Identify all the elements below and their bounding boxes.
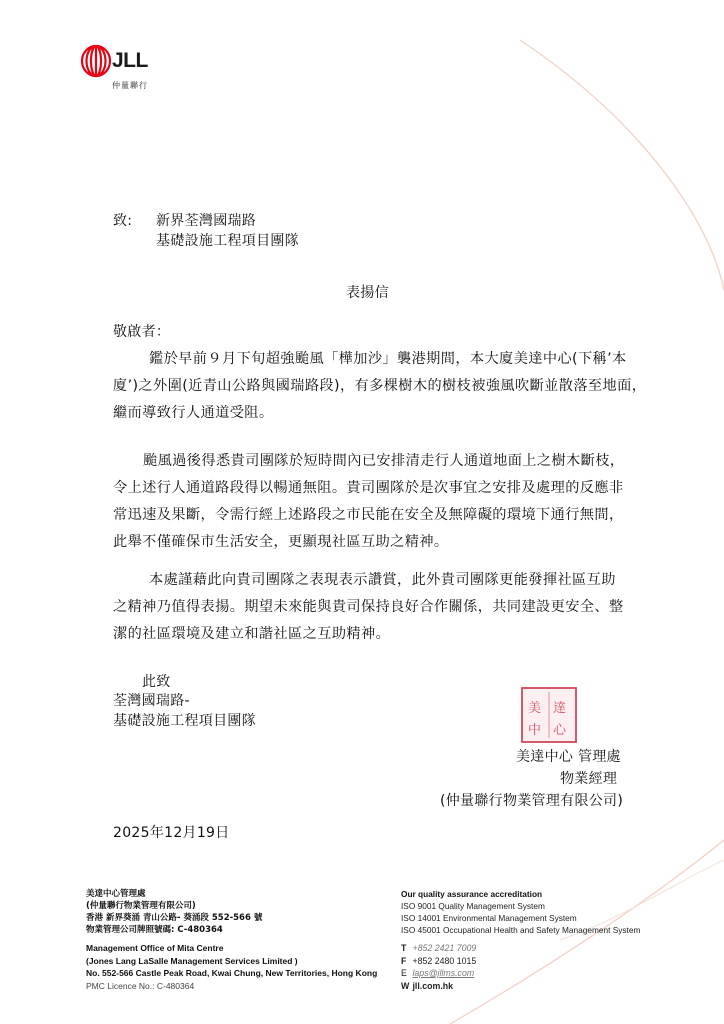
paragraph-line: 鑑於早前９月下旬超強颱風「樺加沙」襲港期間，本大廈美達中心(下稱’本 (149, 351, 627, 367)
email-label: E (401, 968, 407, 978)
paragraph-line: 廈’)之外圍(近青山公路與國瑞路段)，有多棵樹木的樹枝被強風吹斷並散落至地面， (113, 378, 647, 394)
closing-line-3: 基礎設施工程項目團隊 (113, 713, 256, 729)
footer-cn-line: 物業管理公司牌照號碼: C-480364 (86, 925, 223, 935)
svg-text:中: 中 (528, 723, 542, 738)
paragraph-line: 令上述行人通道路段得以暢通無阻。貴司團隊於是次事宜之安排及處理的反應非 (113, 480, 624, 496)
phone-label: T (401, 943, 407, 953)
qa-item: ISO 14001 Environmental Management System (401, 913, 577, 923)
paragraph-line: 常迅速及果斷，令需行經上述路段之市民能在安全及無障礙的環境下通行無間， (113, 507, 624, 523)
quality-accreditation (401, 888, 640, 936)
fax-label: F (401, 955, 407, 966)
footer-en-line: (Jones Lang LaSalle Management Services Limited ) (86, 955, 298, 966)
recipient-line-1: 新界荃灣國瑞路 (156, 213, 257, 229)
web-label: W (401, 980, 410, 991)
paragraph-2 (113, 448, 653, 556)
contact-web (401, 980, 476, 993)
recipient-label: 致: (113, 213, 133, 229)
logo-wordmark: JLL (112, 49, 148, 72)
web-link[interactable]: jll.com.hk (412, 980, 454, 991)
qa-title: Our quality assurance accreditation (401, 889, 543, 899)
paragraph-3 (113, 567, 653, 648)
paragraph-1 (113, 346, 653, 427)
footer-cn-line: 香港 新界葵涌 青山公路- 葵涌段 552-566 號 (86, 913, 263, 923)
contact-email (401, 967, 476, 980)
footer-en-line: Management Office of Mita Centre (86, 943, 224, 953)
letter-title: 表揚信 (346, 285, 389, 301)
paragraph-line: 潔的社區環境及建立和諧社區之互助精神。 (113, 626, 391, 642)
paragraph-line: 之精神乃值得表揚。期望未來能與貴司保持良好合作關係，共同建設更安全、整 (113, 599, 624, 615)
signature-line-1: 美達中心 管理處 (516, 749, 621, 765)
letter-date: 2025年12月19日 (113, 825, 230, 841)
closing-line-1: 此致 (142, 674, 171, 690)
contact-phone (401, 942, 476, 955)
recipient-line-2: 基礎設施工程項目團隊 (156, 233, 299, 249)
footer-cn-line: (仲量聯行物業管理有限公司) (86, 901, 196, 911)
footer-cn-line: 美達中心管理處 (86, 889, 146, 899)
contact-block (401, 942, 476, 992)
paragraph-line: 此舉不僅確保市生活安全，更顯現社區互助之精神。 (113, 534, 449, 550)
phone-value: +852 2421 7009 (412, 943, 477, 953)
logo-subtitle: 仲量聯行 (112, 81, 148, 90)
closing-line-2: 荃灣國瑞路- (113, 693, 190, 709)
greeting: 敬啟者： (113, 324, 171, 340)
svg-text:心: 心 (553, 723, 567, 738)
paragraph-line: 颱風過後得悉貴司團隊於短時間內已安排清走行人通道地面上之樹木斷枝， (143, 453, 625, 469)
svg-text:美: 美 (528, 701, 542, 716)
paragraph-line: 繼而導致行人通道受阻。 (113, 405, 274, 421)
company-seal-icon (520, 686, 578, 744)
footer-chinese-address (86, 888, 262, 936)
qa-item: ISO 9001 Quality Management System (401, 901, 545, 911)
contact-fax (401, 955, 476, 968)
signature-line-2: 物業經理 (560, 771, 618, 787)
fax-value: +852 2480 1015 (412, 955, 477, 966)
signature-line-3: (仲量聯行物業管理有限公司) (440, 793, 624, 809)
paragraph-line: 本處謹藉此向貴司團隊之表現表示讚賞，此外貴司團隊更能發揮社區互助 (149, 572, 616, 588)
footer-en-line: PMC Licence No.: C-480364 (86, 980, 195, 991)
footer-english-address (86, 942, 377, 992)
email-link[interactable]: laps@jllms.com (412, 968, 475, 978)
qa-item: ISO 45001 Occupational Health and Safety Management System (401, 925, 641, 935)
svg-text:達: 達 (553, 701, 567, 716)
footer-en-line: No. 552-566 Castle Peak Road, Kwai Chung, New Territories, Hong Kong (86, 968, 378, 978)
